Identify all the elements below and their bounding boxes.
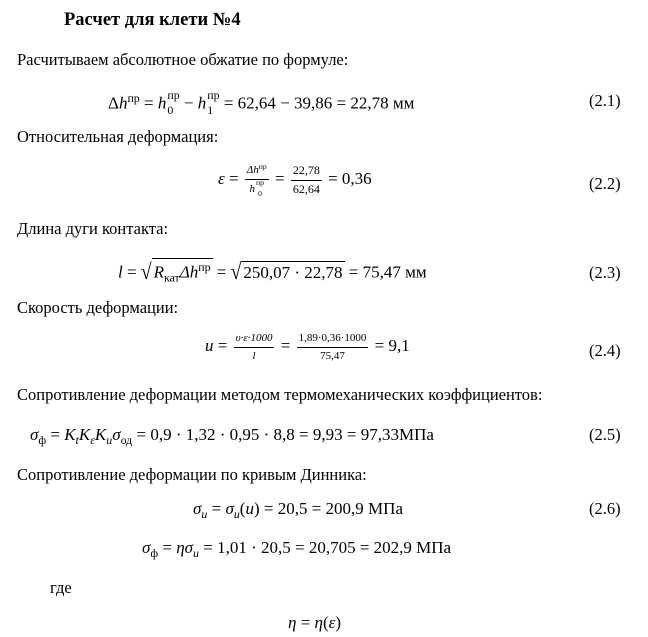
h0-var: h [157, 93, 167, 113]
eq7-values: = 1,01 · 20,5 = 20,705 = 202,9 МПа [198, 538, 452, 557]
frac-numerator: $\Delta h^{пр}$ [245, 163, 269, 180]
eq-number-2-5: (2.5) [589, 425, 621, 444]
eq4-result: = 9,1 [374, 336, 410, 356]
u-var: u [205, 336, 214, 356]
section-title: Расчет для клети №4 [64, 10, 241, 30]
frac-numerator: υ·ε·1000 [234, 332, 275, 348]
h1-sub: 1 [207, 102, 214, 117]
eq6-values: = 20,5 = 200,9 МПа [259, 499, 403, 518]
fraction-values [297, 332, 369, 362]
fraction-dh-h0 [245, 163, 269, 197]
frac-denominator: l [252, 349, 256, 362]
equation-2-2: ε = $\Delta h^{пр}$ h пр 0 = $\frac{22,78}{62,64}$ = 0,36 [218, 162, 372, 198]
eq-number-2-4: (2.4) [589, 341, 621, 360]
equation-2-4: u = $\frac{\upsilon\cdot\varepsilon\cdot 1000}{l}$ = $\frac{1,89\cdot 0,36\cdot 1000}{75,47}$ = 9,1 [205, 332, 410, 362]
h0-indices [167, 87, 180, 117]
frac2-denominator: 75,47 [320, 349, 345, 362]
eq-number-2-6: (2.6) [589, 499, 621, 518]
fraction-values [291, 164, 322, 197]
eq3-result: = 75,47 мм [344, 262, 427, 282]
equation-2-3: l = √ $R_{кат}\Delta h^{пр}$ = √ 250,07 · 22,78 = 75,47 мм [118, 259, 427, 285]
equation-2-1 [108, 87, 415, 117]
fraction-formula [234, 332, 275, 362]
sqrt-2: √ 250,07 · 22,78 [230, 259, 343, 285]
eq-number-2-1: (2.1) [589, 91, 621, 110]
delta-symbol: Δ [108, 93, 119, 113]
eq-sign: = [139, 93, 158, 113]
where-label: где [50, 578, 72, 597]
paragraph-dinnik-curves: Сопротивление деформации по кривым Динника: [17, 465, 367, 484]
eq-number-2-3: (2.3) [589, 263, 621, 282]
equation-eta: η = η(ε) [288, 613, 342, 632]
paragraph-contact-arc: Длина дуги контакта: [17, 219, 169, 238]
paragraph-absolute-reduction: Расчитываем абсолютное обжатие по формуле: [17, 50, 349, 69]
paragraph-thermo-method: Сопротивление деформации методом термомеханических коэффициентов: [17, 385, 543, 404]
h0-sub: 0 [167, 102, 174, 117]
equation-2-5: $\sigma_ф = K_tK_\varepsilon K_u\sigma_{од} = 0,9 \cdot 1,32 \cdot 0,95 \cdot 8,8 = 9,93 = 97,33МПа$ [30, 425, 434, 448]
paragraph-relative-deformation: Относительная деформация: [17, 127, 219, 146]
equation-phi: $\sigma_ф = \eta\sigma_u = 1,01 \cdot 20,5 = 20,705 = 202,9$ МПа [142, 538, 452, 561]
minus-sign: − [179, 93, 198, 113]
h1-sup: пр [207, 87, 220, 102]
eq-number-2-2: (2.2) [589, 174, 621, 193]
eq2-result: = 0,36 [328, 169, 372, 189]
l-var: l [118, 262, 123, 282]
h1-var: h [197, 93, 207, 113]
h1-indices [207, 87, 220, 117]
paragraph-strain-rate: Скорость деформации: [17, 298, 179, 317]
frac2-numerator: 1,89·0,36·1000 [297, 332, 369, 348]
sup-pr: пр [127, 91, 140, 105]
equation-2-6: $\sigma_u = \sigma_u(u) = 20,5 = 200,9$ МПа [193, 499, 403, 522]
h0-sup: пр [167, 87, 180, 102]
h-var: h [118, 93, 128, 113]
frac2-denominator: 62,64 [292, 181, 320, 196]
eq1-values: = 62,64 − 39,86 = 22,78 мм [219, 93, 415, 113]
eq5-values: = 0,9 · 1,32 · 0,95 · 8,8 = 9,93 = 97,33МПа [132, 425, 434, 444]
frac2-numerator: 22,78 [291, 164, 322, 181]
epsilon-var: ε [218, 169, 225, 189]
sqrt-1: √ $R_{кат}\Delta h^{пр}$ [140, 259, 211, 285]
frac-denominator: h пр 0 [249, 177, 264, 198]
